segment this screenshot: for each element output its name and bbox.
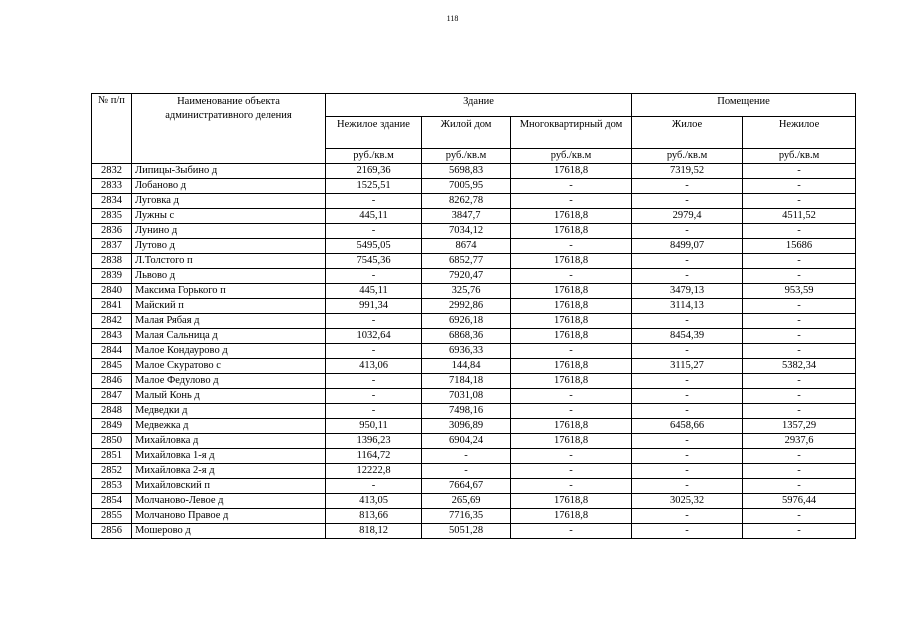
- apartment-building-cell: 17618,8: [511, 359, 632, 374]
- residential-premises-cell: -: [632, 464, 743, 479]
- table-row: [92, 509, 856, 524]
- row-number-cell: 2834: [92, 194, 132, 209]
- residential-premises-cell: -: [632, 524, 743, 539]
- nonresidential-premises-cell: -: [743, 164, 856, 179]
- residential-premises-cell: 8454,39: [632, 329, 743, 344]
- nonresidential-building-cell: 818,12: [326, 524, 422, 539]
- nonresidential-premises-cell: -: [743, 224, 856, 239]
- nonresidential-building-cell: 5495,05: [326, 239, 422, 254]
- residential-premises-cell: 3115,27: [632, 359, 743, 374]
- nonresidential-building-cell: 445,11: [326, 284, 422, 299]
- residential-premises-cell: 7319,52: [632, 164, 743, 179]
- residential-house-cell: 265,69: [422, 494, 511, 509]
- unit-label: руб./кв.м: [743, 149, 856, 164]
- unit-label: руб./кв.м: [422, 149, 511, 164]
- row-number-cell: 2847: [92, 389, 132, 404]
- residential-premises-cell: -: [632, 404, 743, 419]
- residential-premises-cell: -: [632, 449, 743, 464]
- object-name-cell: Малое Скуратово с: [132, 359, 326, 374]
- object-name-cell: Лунино д: [132, 224, 326, 239]
- nonresidential-building-cell: -: [326, 389, 422, 404]
- object-name-cell: Лобаново д: [132, 179, 326, 194]
- header-nonresidential-premises: Нежилое: [743, 117, 856, 149]
- apartment-building-cell: 17618,8: [511, 164, 632, 179]
- nonresidential-building-cell: 1164,72: [326, 449, 422, 464]
- nonresidential-premises-cell: -: [743, 479, 856, 494]
- nonresidential-building-cell: -: [326, 269, 422, 284]
- table-row: [92, 284, 856, 299]
- cadastral-value-table: [91, 93, 856, 539]
- residential-premises-cell: -: [632, 194, 743, 209]
- table-row: [92, 329, 856, 344]
- header-residential-premises: Жилое: [632, 117, 743, 149]
- row-number-cell: 2843: [92, 329, 132, 344]
- nonresidential-premises-cell: -: [743, 314, 856, 329]
- row-number-cell: 2838: [92, 254, 132, 269]
- residential-house-cell: 8674: [422, 239, 511, 254]
- nonresidential-premises-cell: -: [743, 509, 856, 524]
- table-row: [92, 479, 856, 494]
- nonresidential-building-cell: -: [326, 374, 422, 389]
- apartment-building-cell: 17618,8: [511, 494, 632, 509]
- residential-house-cell: 7031,08: [422, 389, 511, 404]
- apartment-building-cell: 17618,8: [511, 254, 632, 269]
- row-number-cell: 2835: [92, 209, 132, 224]
- nonresidential-premises-cell: -: [743, 449, 856, 464]
- residential-premises-cell: -: [632, 389, 743, 404]
- row-number-cell: 2846: [92, 374, 132, 389]
- object-name-cell: Майский п: [132, 299, 326, 314]
- nonresidential-building-cell: -: [326, 224, 422, 239]
- nonresidential-premises-cell: 2937,6: [743, 434, 856, 449]
- apartment-building-cell: -: [511, 239, 632, 254]
- nonresidential-premises-cell: -: [743, 179, 856, 194]
- apartment-building-cell: 17618,8: [511, 374, 632, 389]
- row-number-cell: 2848: [92, 404, 132, 419]
- residential-house-cell: -: [422, 464, 511, 479]
- residential-premises-cell: 8499,07: [632, 239, 743, 254]
- apartment-building-cell: -: [511, 389, 632, 404]
- row-number-cell: 2833: [92, 179, 132, 194]
- nonresidential-premises-cell: -: [743, 464, 856, 479]
- nonresidential-building-cell: 1525,51: [326, 179, 422, 194]
- apartment-building-cell: -: [511, 344, 632, 359]
- residential-premises-cell: -: [632, 479, 743, 494]
- apartment-building-cell: 17618,8: [511, 419, 632, 434]
- apartment-building-cell: -: [511, 194, 632, 209]
- object-name-cell: Молчаново-Левое д: [132, 494, 326, 509]
- nonresidential-premises-cell: -: [743, 269, 856, 284]
- residential-house-cell: 7498,16: [422, 404, 511, 419]
- nonresidential-premises-cell: 4511,52: [743, 209, 856, 224]
- table-row: [92, 179, 856, 194]
- apartment-building-cell: 17618,8: [511, 314, 632, 329]
- residential-premises-cell: 2979,4: [632, 209, 743, 224]
- object-name-cell: Медведки д: [132, 404, 326, 419]
- nonresidential-premises-cell: -: [743, 299, 856, 314]
- header-apartment-building: Многоквартирный дом: [511, 117, 632, 149]
- object-name-cell: Малое Кондаурово д: [132, 344, 326, 359]
- residential-premises-cell: 3114,13: [632, 299, 743, 314]
- row-number-cell: 2836: [92, 224, 132, 239]
- unit-label: руб./кв.м: [632, 149, 743, 164]
- nonresidential-premises-cell: 5976,44: [743, 494, 856, 509]
- residential-house-cell: 7716,35: [422, 509, 511, 524]
- table-row: [92, 314, 856, 329]
- object-name-cell: Малое Федулово д: [132, 374, 326, 389]
- object-name-cell: Лутово д: [132, 239, 326, 254]
- table-row: [92, 164, 856, 179]
- row-number-cell: 2839: [92, 269, 132, 284]
- table-row: [92, 494, 856, 509]
- table-row: [92, 434, 856, 449]
- nonresidential-building-cell: 413,05: [326, 494, 422, 509]
- apartment-building-cell: -: [511, 464, 632, 479]
- nonresidential-premises-cell: -: [743, 194, 856, 209]
- table-row: [92, 194, 856, 209]
- nonresidential-premises-cell: -: [743, 524, 856, 539]
- nonresidential-building-cell: -: [326, 404, 422, 419]
- nonresidential-building-cell: -: [326, 479, 422, 494]
- table-row: [92, 374, 856, 389]
- nonresidential-premises-cell: 15686: [743, 239, 856, 254]
- residential-house-cell: 6868,36: [422, 329, 511, 344]
- header-residential-house: Жилой дом: [422, 117, 511, 149]
- table-row: [92, 524, 856, 539]
- nonresidential-premises-cell: -: [743, 329, 856, 344]
- table-row: [92, 269, 856, 284]
- residential-house-cell: 5051,28: [422, 524, 511, 539]
- apartment-building-cell: 17618,8: [511, 509, 632, 524]
- residential-premises-cell: -: [632, 374, 743, 389]
- table-row: [92, 344, 856, 359]
- nonresidential-premises-cell: 953,59: [743, 284, 856, 299]
- table-row: [92, 419, 856, 434]
- residential-house-cell: 7005,95: [422, 179, 511, 194]
- row-number-cell: 2837: [92, 239, 132, 254]
- table-row: [92, 359, 856, 374]
- residential-house-cell: 7184,18: [422, 374, 511, 389]
- row-number-cell: 2841: [92, 299, 132, 314]
- row-number-cell: 2853: [92, 479, 132, 494]
- residential-house-cell: 7920,47: [422, 269, 511, 284]
- header-nonresidential-building: Нежилое здание: [326, 117, 422, 149]
- residential-house-cell: 325,76: [422, 284, 511, 299]
- nonresidential-building-cell: 991,34: [326, 299, 422, 314]
- apartment-building-cell: -: [511, 479, 632, 494]
- apartment-building-cell: 17618,8: [511, 299, 632, 314]
- nonresidential-premises-cell: -: [743, 374, 856, 389]
- nonresidential-building-cell: -: [326, 194, 422, 209]
- residential-house-cell: -: [422, 449, 511, 464]
- residential-premises-cell: -: [632, 269, 743, 284]
- residential-house-cell: 6936,33: [422, 344, 511, 359]
- row-number-cell: 2851: [92, 449, 132, 464]
- apartment-building-cell: 17618,8: [511, 434, 632, 449]
- object-name-cell: Лужны с: [132, 209, 326, 224]
- page-number: 118: [446, 14, 459, 23]
- table-row: [92, 224, 856, 239]
- residential-premises-cell: -: [632, 509, 743, 524]
- header-premises-group: Помещение: [632, 94, 856, 117]
- row-number-cell: 2856: [92, 524, 132, 539]
- residential-house-cell: 3096,89: [422, 419, 511, 434]
- nonresidential-building-cell: 813,66: [326, 509, 422, 524]
- apartment-building-cell: -: [511, 269, 632, 284]
- object-name-cell: Малая Сальница д: [132, 329, 326, 344]
- residential-house-cell: 5698,83: [422, 164, 511, 179]
- row-number-cell: 2850: [92, 434, 132, 449]
- residential-house-cell: 3847,7: [422, 209, 511, 224]
- row-number-cell: 2855: [92, 509, 132, 524]
- apartment-building-cell: -: [511, 449, 632, 464]
- residential-house-cell: 144,84: [422, 359, 511, 374]
- nonresidential-premises-cell: -: [743, 254, 856, 269]
- residential-house-cell: 2992,86: [422, 299, 511, 314]
- table-row: [92, 209, 856, 224]
- residential-house-cell: 6852,77: [422, 254, 511, 269]
- object-name-cell: Михайловка д: [132, 434, 326, 449]
- residential-house-cell: 6904,24: [422, 434, 511, 449]
- apartment-building-cell: -: [511, 179, 632, 194]
- row-number-cell: 2849: [92, 419, 132, 434]
- object-name-cell: Львово д: [132, 269, 326, 284]
- table-row: [92, 464, 856, 479]
- residential-premises-cell: -: [632, 254, 743, 269]
- nonresidential-building-cell: 950,11: [326, 419, 422, 434]
- header-building-group: Здание: [326, 94, 632, 117]
- object-name-cell: Малая Рябая д: [132, 314, 326, 329]
- object-name-cell: Л.Толстого п: [132, 254, 326, 269]
- nonresidential-premises-cell: -: [743, 344, 856, 359]
- row-number-cell: 2842: [92, 314, 132, 329]
- residential-premises-cell: 3479,13: [632, 284, 743, 299]
- object-name-cell: Михайловский п: [132, 479, 326, 494]
- row-number-cell: 2832: [92, 164, 132, 179]
- table-row: [92, 254, 856, 269]
- row-number-cell: 2845: [92, 359, 132, 374]
- table-row: [92, 389, 856, 404]
- residential-premises-cell: -: [632, 179, 743, 194]
- object-name-cell: Михайловка 2-я д: [132, 464, 326, 479]
- unit-label: руб./кв.м: [326, 149, 422, 164]
- object-name-cell: Медвежка д: [132, 419, 326, 434]
- residential-house-cell: 7034,12: [422, 224, 511, 239]
- table-row: [92, 404, 856, 419]
- apartment-building-cell: 17618,8: [511, 284, 632, 299]
- object-name-cell: Мошерово д: [132, 524, 326, 539]
- nonresidential-premises-cell: -: [743, 404, 856, 419]
- row-number-cell: 2852: [92, 464, 132, 479]
- nonresidential-building-cell: 1396,23: [326, 434, 422, 449]
- residential-house-cell: 8262,78: [422, 194, 511, 209]
- nonresidential-building-cell: 1032,64: [326, 329, 422, 344]
- apartment-building-cell: 17618,8: [511, 224, 632, 239]
- table-body: [92, 164, 856, 539]
- apartment-building-cell: 17618,8: [511, 329, 632, 344]
- nonresidential-building-cell: 12222,8: [326, 464, 422, 479]
- nonresidential-building-cell: 413,06: [326, 359, 422, 374]
- header-number: № п/п: [92, 94, 132, 164]
- nonresidential-premises-cell: 5382,34: [743, 359, 856, 374]
- apartment-building-cell: -: [511, 404, 632, 419]
- row-number-cell: 2840: [92, 284, 132, 299]
- table-row: [92, 239, 856, 254]
- object-name-cell: Молчаново Правое д: [132, 509, 326, 524]
- object-name-cell: Максима Горького п: [132, 284, 326, 299]
- object-name-cell: Михайловка 1-я д: [132, 449, 326, 464]
- header-object-name: Наименование объекта административного деления: [132, 94, 326, 164]
- nonresidential-building-cell: 445,11: [326, 209, 422, 224]
- residential-premises-cell: 6458,66: [632, 419, 743, 434]
- unit-label: руб./кв.м: [511, 149, 632, 164]
- apartment-building-cell: 17618,8: [511, 209, 632, 224]
- nonresidential-building-cell: 7545,36: [326, 254, 422, 269]
- residential-premises-cell: -: [632, 344, 743, 359]
- residential-house-cell: 6926,18: [422, 314, 511, 329]
- residential-premises-cell: 3025,32: [632, 494, 743, 509]
- residential-premises-cell: -: [632, 314, 743, 329]
- object-name-cell: Луговка д: [132, 194, 326, 209]
- object-name-cell: Липицы-Зыбино д: [132, 164, 326, 179]
- object-name-cell: Малый Конь д: [132, 389, 326, 404]
- nonresidential-premises-cell: -: [743, 389, 856, 404]
- residential-premises-cell: -: [632, 224, 743, 239]
- residential-house-cell: 7664,67: [422, 479, 511, 494]
- row-number-cell: 2854: [92, 494, 132, 509]
- residential-premises-cell: -: [632, 434, 743, 449]
- nonresidential-building-cell: -: [326, 344, 422, 359]
- row-number-cell: 2844: [92, 344, 132, 359]
- table-row: [92, 299, 856, 314]
- table-row: [92, 449, 856, 464]
- nonresidential-building-cell: -: [326, 314, 422, 329]
- nonresidential-premises-cell: 1357,29: [743, 419, 856, 434]
- nonresidential-building-cell: 2169,36: [326, 164, 422, 179]
- apartment-building-cell: -: [511, 524, 632, 539]
